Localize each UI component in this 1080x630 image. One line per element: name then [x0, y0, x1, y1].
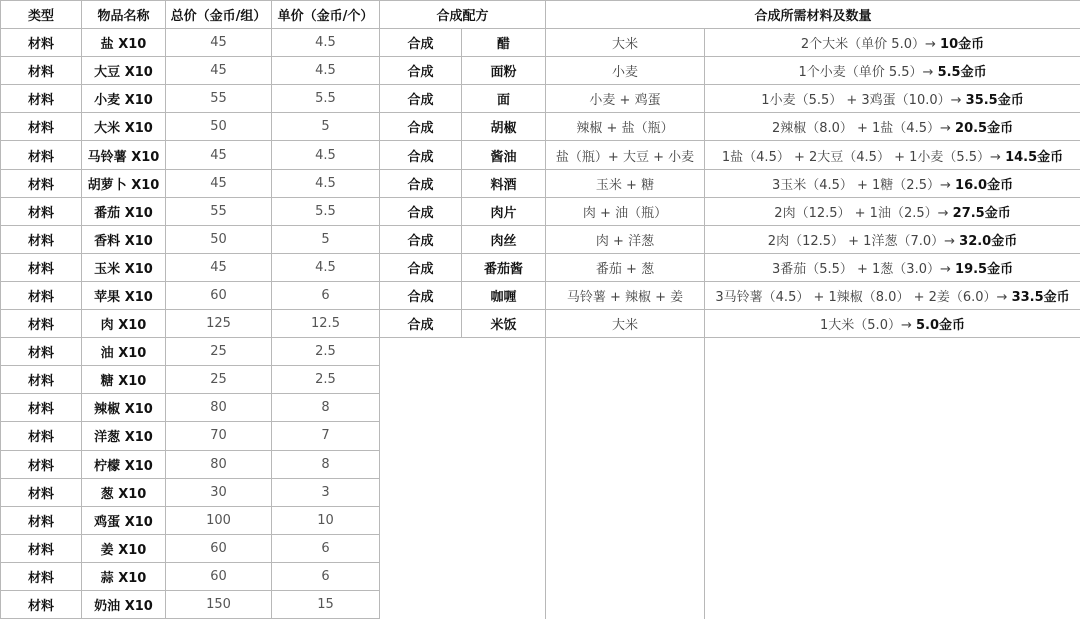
empty-cell	[380, 338, 546, 366]
item-total-price: 45	[166, 29, 272, 57]
recipe-cost-cell	[705, 85, 1080, 113]
item-total-price: 70	[166, 422, 272, 450]
item-name: 肉 X10	[82, 310, 166, 338]
recipe-product: 肉丝	[462, 225, 546, 253]
recipe-cost-formula: 1大米（5.0）→	[820, 318, 912, 334]
item-name: 鸡蛋 X10	[82, 506, 166, 534]
item-total-price: 125	[166, 310, 272, 338]
recipe-product: 料酒	[462, 169, 546, 197]
recipe-ingredients: 盐（瓶）+ 大豆 + 小麦	[546, 141, 705, 169]
item-total-price: 25	[166, 366, 272, 394]
empty-cell	[380, 534, 546, 562]
recipe-cost-result: 14.5金币	[1005, 149, 1064, 165]
recipe-action: 合成	[380, 113, 462, 141]
item-type: 材料	[1, 57, 82, 85]
item-name: 奶油 X10	[82, 590, 166, 618]
table-row	[1, 281, 1080, 309]
empty-cell	[380, 422, 546, 450]
recipe-cost-cell	[705, 141, 1080, 169]
recipe-cost-result: 16.0金币	[955, 177, 1014, 193]
item-name: 大米 X10	[82, 113, 166, 141]
empty-cell	[546, 394, 705, 422]
item-name: 香料 X10	[82, 225, 166, 253]
recipe-ingredients: 辣椒 + 盐（瓶）	[546, 113, 705, 141]
header-recipe: 合成配方	[380, 1, 546, 29]
recipe-action: 合成	[380, 141, 462, 169]
item-unit-price: 2.5	[272, 338, 380, 366]
recipe-product: 咖喱	[462, 281, 546, 309]
empty-cell	[546, 450, 705, 478]
header-row	[1, 1, 1080, 29]
empty-cell	[546, 534, 705, 562]
recipe-cost-formula: 3玉米（4.5） + 1糖（2.5）→	[771, 177, 951, 193]
table-row	[1, 310, 1080, 338]
item-type: 材料	[1, 113, 82, 141]
recipe-cost-formula: 3番茄（5.5） + 1葱（3.0）→	[771, 261, 951, 277]
recipe-product: 番茄酱	[462, 253, 546, 281]
table-row	[1, 225, 1080, 253]
table-row	[1, 197, 1080, 225]
recipe-product: 胡椒	[462, 113, 546, 141]
item-name: 胡萝卜 X10	[82, 169, 166, 197]
recipe-ingredients: 大米	[546, 29, 705, 57]
recipe-action: 合成	[380, 85, 462, 113]
item-unit-price: 5	[272, 113, 380, 141]
recipe-action: 合成	[380, 253, 462, 281]
item-name: 蒜 X10	[82, 562, 166, 590]
item-unit-price: 8	[272, 450, 380, 478]
recipe-cost-formula: 2辣椒（8.0） + 1盐（4.5）→	[771, 121, 951, 137]
item-type: 材料	[1, 281, 82, 309]
item-unit-price: 6	[272, 562, 380, 590]
item-total-price: 45	[166, 253, 272, 281]
recipe-action: 合成	[380, 169, 462, 197]
empty-cell	[546, 506, 705, 534]
recipe-ingredients: 肉 + 洋葱	[546, 225, 705, 253]
recipe-cost-result: 32.0金币	[959, 233, 1018, 249]
item-name: 柠檬 X10	[82, 450, 166, 478]
table-row	[1, 534, 1080, 562]
table-row	[1, 338, 1080, 366]
item-type: 材料	[1, 197, 82, 225]
table-row	[1, 366, 1080, 394]
header-name: 物品名称	[82, 1, 166, 29]
empty-cell	[380, 394, 546, 422]
recipe-ingredients: 小麦	[546, 57, 705, 85]
recipe-action: 合成	[380, 29, 462, 57]
item-unit-price: 5	[272, 225, 380, 253]
recipe-cost-cell	[705, 29, 1080, 57]
recipe-cost-formula: 2个大米（单价 5.0）→	[800, 37, 936, 53]
empty-cell	[705, 422, 1080, 450]
recipe-cost-result: 19.5金币	[955, 261, 1014, 277]
recipe-cost-result: 27.5金币	[952, 205, 1011, 221]
empty-cell	[705, 338, 1080, 366]
item-name: 马铃薯 X10	[82, 141, 166, 169]
item-type: 材料	[1, 338, 82, 366]
empty-cell	[546, 338, 705, 366]
item-type: 材料	[1, 366, 82, 394]
item-name: 糖 X10	[82, 366, 166, 394]
item-total-price: 55	[166, 85, 272, 113]
empty-cell	[380, 366, 546, 394]
recipe-cost-formula: 1盐（4.5） + 2大豆（4.5） + 1小麦（5.5）→	[721, 149, 1001, 165]
item-total-price: 45	[166, 57, 272, 85]
table-row	[1, 394, 1080, 422]
empty-cell	[705, 590, 1080, 618]
empty-cell	[380, 450, 546, 478]
item-unit-price: 4.5	[272, 57, 380, 85]
recipe-action: 合成	[380, 197, 462, 225]
table-row	[1, 57, 1080, 85]
item-type: 材料	[1, 394, 82, 422]
item-total-price: 55	[166, 197, 272, 225]
empty-cell	[380, 506, 546, 534]
recipe-cost-cell	[705, 113, 1080, 141]
empty-cell	[546, 478, 705, 506]
item-total-price: 45	[166, 141, 272, 169]
item-total-price: 60	[166, 562, 272, 590]
table-row	[1, 562, 1080, 590]
recipe-action: 合成	[380, 225, 462, 253]
item-total-price: 80	[166, 394, 272, 422]
recipe-ingredients: 大米	[546, 310, 705, 338]
recipe-ingredients: 肉 + 油（瓶）	[546, 197, 705, 225]
item-total-price: 80	[166, 450, 272, 478]
item-name: 大豆 X10	[82, 57, 166, 85]
item-name: 小麦 X10	[82, 85, 166, 113]
recipe-cost-formula: 3马铃薯（4.5） + 1辣椒（8.0） + 2姜（6.0）→	[715, 289, 1008, 305]
item-total-price: 60	[166, 534, 272, 562]
item-name: 洋葱 X10	[82, 422, 166, 450]
recipe-action: 合成	[380, 310, 462, 338]
recipe-product: 米饭	[462, 310, 546, 338]
empty-cell	[705, 562, 1080, 590]
item-name: 葱 X10	[82, 478, 166, 506]
recipe-cost-result: 33.5金币	[1011, 289, 1070, 305]
item-type: 材料	[1, 534, 82, 562]
recipe-cost-cell	[705, 281, 1080, 309]
empty-cell	[705, 394, 1080, 422]
item-type: 材料	[1, 29, 82, 57]
item-total-price: 150	[166, 590, 272, 618]
recipe-product: 酱油	[462, 141, 546, 169]
recipe-cost-cell	[705, 169, 1080, 197]
item-type: 材料	[1, 253, 82, 281]
table-row	[1, 422, 1080, 450]
table-row	[1, 253, 1080, 281]
recipe-ingredients: 小麦 + 鸡蛋	[546, 85, 705, 113]
recipe-cost-cell	[705, 253, 1080, 281]
table-body	[1, 29, 1080, 619]
recipe-cost-result: 5.0金币	[916, 318, 966, 334]
recipe-ingredients: 玉米 + 糖	[546, 169, 705, 197]
item-total-price: 30	[166, 478, 272, 506]
item-total-price: 60	[166, 281, 272, 309]
item-name: 盐 X10	[82, 29, 166, 57]
recipe-cost-formula: 1个小麦（单价 5.5）→	[798, 65, 934, 81]
empty-cell	[705, 450, 1080, 478]
item-unit-price: 6	[272, 281, 380, 309]
item-type: 材料	[1, 450, 82, 478]
item-unit-price: 6	[272, 534, 380, 562]
recipe-product: 面	[462, 85, 546, 113]
item-total-price: 45	[166, 169, 272, 197]
empty-cell	[380, 590, 546, 618]
item-unit-price: 4.5	[272, 169, 380, 197]
empty-cell	[546, 422, 705, 450]
item-unit-price: 4.5	[272, 141, 380, 169]
item-unit-price: 2.5	[272, 366, 380, 394]
table-row	[1, 141, 1080, 169]
empty-cell	[546, 562, 705, 590]
empty-cell	[705, 534, 1080, 562]
recipe-cost-result: 35.5金币	[965, 93, 1024, 109]
table-row	[1, 506, 1080, 534]
item-unit-price: 10	[272, 506, 380, 534]
item-type: 材料	[1, 422, 82, 450]
recipe-cost-cell	[705, 57, 1080, 85]
item-type: 材料	[1, 310, 82, 338]
item-name: 辣椒 X10	[82, 394, 166, 422]
item-type: 材料	[1, 85, 82, 113]
item-name: 油 X10	[82, 338, 166, 366]
item-unit-price: 4.5	[272, 29, 380, 57]
table-row	[1, 478, 1080, 506]
empty-cell	[705, 506, 1080, 534]
item-type: 材料	[1, 141, 82, 169]
recipe-cost-cell	[705, 225, 1080, 253]
recipe-action: 合成	[380, 281, 462, 309]
item-total-price: 50	[166, 113, 272, 141]
table-row	[1, 85, 1080, 113]
item-unit-price: 5.5	[272, 85, 380, 113]
recipe-product: 肉片	[462, 197, 546, 225]
item-unit-price: 4.5	[272, 253, 380, 281]
recipe-cost-cell	[705, 310, 1080, 338]
item-type: 材料	[1, 169, 82, 197]
item-type: 材料	[1, 590, 82, 618]
item-name: 番茄 X10	[82, 197, 166, 225]
header-materials: 合成所需材料及数量	[546, 1, 1080, 29]
empty-cell	[380, 478, 546, 506]
item-unit-price: 7	[272, 422, 380, 450]
item-type: 材料	[1, 225, 82, 253]
item-total-price: 100	[166, 506, 272, 534]
item-name: 玉米 X10	[82, 253, 166, 281]
table-row	[1, 169, 1080, 197]
empty-cell	[705, 478, 1080, 506]
empty-cell	[705, 366, 1080, 394]
table-row	[1, 590, 1080, 618]
header-unit-price: 单价（金币/个）	[272, 1, 380, 29]
recipe-cost-cell	[705, 197, 1080, 225]
recipe-cost-result: 5.5金币	[937, 65, 987, 81]
table-row	[1, 29, 1080, 57]
item-unit-price: 8	[272, 394, 380, 422]
table-row	[1, 450, 1080, 478]
item-name: 姜 X10	[82, 534, 166, 562]
header-type: 类型	[1, 1, 82, 29]
recipe-ingredients: 马铃薯 + 辣椒 + 姜	[546, 281, 705, 309]
item-type: 材料	[1, 506, 82, 534]
recipe-cost-result: 20.5金币	[955, 121, 1014, 137]
item-type: 材料	[1, 562, 82, 590]
item-total-price: 50	[166, 225, 272, 253]
item-unit-price: 3	[272, 478, 380, 506]
item-name: 苹果 X10	[82, 281, 166, 309]
recipe-cost-result: 10金币	[940, 37, 985, 53]
header-total-price: 总价（金币/组）	[166, 1, 272, 29]
item-type: 材料	[1, 478, 82, 506]
recipe-ingredients: 番茄 + 葱	[546, 253, 705, 281]
empty-cell	[380, 562, 546, 590]
recipe-cost-formula: 2肉（12.5） + 1油（2.5）→	[774, 205, 949, 221]
recipe-action: 合成	[380, 57, 462, 85]
item-unit-price: 15	[272, 590, 380, 618]
item-unit-price: 12.5	[272, 310, 380, 338]
table-row	[1, 113, 1080, 141]
empty-cell	[546, 366, 705, 394]
empty-cell	[546, 590, 705, 618]
recipe-cost-formula: 2肉（12.5） + 1洋葱（7.0）→	[767, 233, 956, 249]
item-total-price: 25	[166, 338, 272, 366]
recipe-product: 面粉	[462, 57, 546, 85]
item-unit-price: 5.5	[272, 197, 380, 225]
recipe-product: 醋	[462, 29, 546, 57]
recipe-cost-formula: 1小麦（5.5） + 3鸡蛋（10.0）→	[761, 93, 962, 109]
